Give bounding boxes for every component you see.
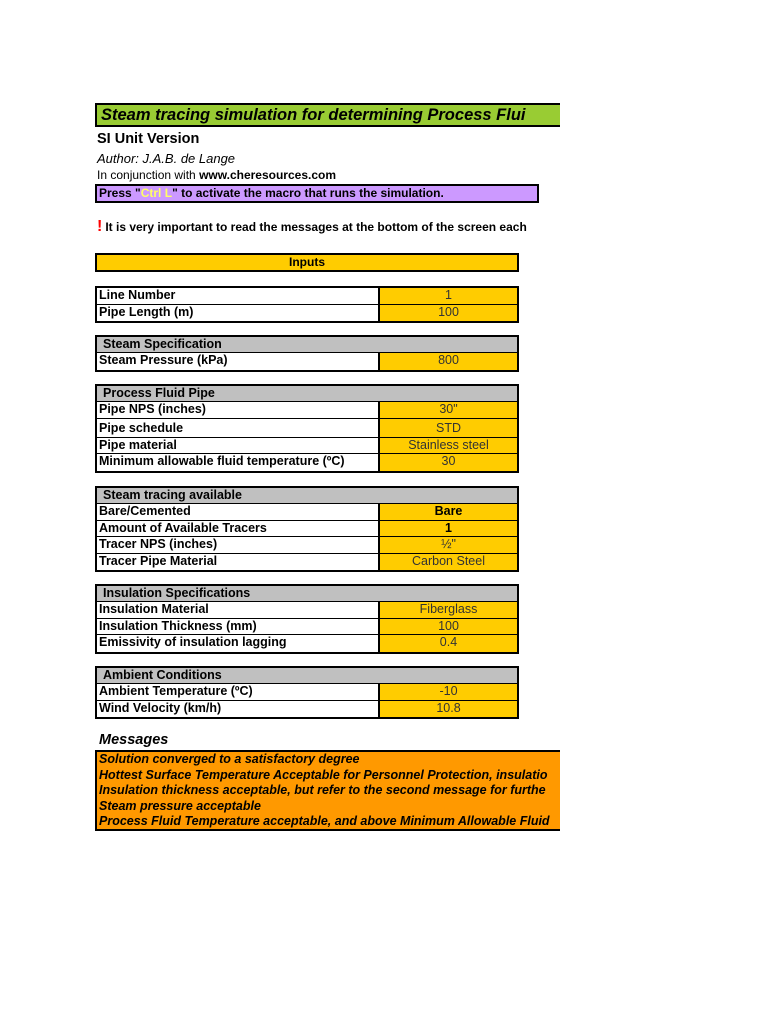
bare-cemented-row (97, 504, 517, 521)
line-number-input[interactable]: 1 (380, 288, 517, 304)
pipe-schedule-input[interactable]: STD (380, 419, 517, 437)
general-section (95, 286, 519, 323)
process-pipe-section (95, 384, 519, 473)
pipe-nps-input[interactable]: 30" (380, 402, 517, 418)
warning-line (97, 218, 527, 236)
message-line: Hottest Surface Temperature Acceptable for Personnel Protection, insulatio (99, 767, 548, 782)
ambient-temp-input[interactable]: -10 (380, 684, 517, 700)
tracer-material-label: Tracer Pipe Material (97, 554, 380, 571)
sheet-title: Steam tracing simulation for determining Process Flui (95, 103, 560, 127)
pipe-nps-label: Pipe NPS (inches) (97, 402, 380, 418)
tracer-nps-input[interactable]: ½" (380, 537, 517, 553)
macro-shortcut-key: Ctrl L (140, 186, 173, 200)
insulation-material-row (97, 602, 517, 619)
pipe-schedule-row (97, 419, 517, 438)
tracer-nps-row (97, 537, 517, 554)
macro-pre: Press " (99, 186, 141, 200)
macro-instruction (95, 184, 539, 203)
pipe-schedule-label: Pipe schedule (97, 419, 380, 437)
wind-velocity-input[interactable]: 10.8 (380, 701, 517, 718)
macro-post: " to activate the macro that runs the simulation. (172, 186, 444, 200)
process-pipe-header: Process Fluid Pipe (97, 386, 517, 402)
bare-cemented-input[interactable]: Bare (380, 504, 517, 520)
steam-section (95, 335, 519, 372)
conjunction-prefix: In conjunction with (97, 168, 200, 182)
pipe-material-label: Pipe material (97, 438, 380, 454)
min-fluid-temp-input[interactable]: 30 (380, 454, 517, 471)
pipe-length-row (97, 305, 517, 322)
steam-tracing-header: Steam tracing available (97, 488, 517, 504)
steam-tracing-section (95, 486, 519, 572)
cheresources-link[interactable]: www.cheresources.com (199, 168, 337, 182)
inputs-header: Inputs (95, 253, 519, 272)
insulation-thickness-row (97, 619, 517, 636)
insulation-thickness-label: Insulation Thickness (mm) (97, 619, 380, 635)
tracer-count-input[interactable]: 1 (380, 521, 517, 537)
wind-velocity-row (97, 701, 517, 718)
warning-text: It is very important to read the messages at the bottom of the screen each (105, 220, 527, 234)
insulation-header: Insulation Specifications (97, 586, 517, 602)
steam-pressure-label: Steam Pressure (kPa) (97, 353, 380, 370)
author-label: Author: J.A.B. de Lange (97, 151, 236, 166)
steam-pressure-input[interactable]: 800 (380, 353, 517, 370)
messages-title: Messages (99, 732, 169, 748)
min-fluid-temp-row (97, 454, 517, 471)
line-number-row (97, 288, 517, 305)
pipe-nps-row (97, 402, 517, 419)
ambient-section (95, 666, 519, 719)
message-line: Insulation thickness acceptable, but refer to the second message for furthe (99, 783, 546, 797)
min-fluid-temp-label: Minimum allowable fluid temperature (ºC) (97, 454, 380, 471)
emissivity-label: Emissivity of insulation lagging (97, 635, 380, 652)
conjunction-line (97, 168, 336, 182)
insulation-section (95, 584, 519, 654)
message-line: Steam pressure acceptable (99, 798, 261, 813)
insulation-thickness-input[interactable]: 100 (380, 619, 517, 635)
bare-cemented-label: Bare/Cemented (97, 504, 380, 520)
tracer-count-row (97, 521, 517, 538)
unit-version-label: SI Unit Version (97, 131, 200, 147)
pipe-length-input[interactable]: 100 (380, 305, 517, 322)
wind-velocity-label: Wind Velocity (km/h) (97, 701, 380, 718)
line-number-label: Line Number (97, 288, 380, 304)
tracer-material-input[interactable]: Carbon Steel (380, 554, 517, 571)
pipe-length-label: Pipe Length (m) (97, 305, 380, 322)
pipe-material-row (97, 438, 517, 455)
ambient-temp-label: Ambient Temperature (ºC) (97, 684, 380, 700)
warning-icon: ! (97, 218, 103, 235)
ambient-temp-row (97, 684, 517, 701)
steam-pressure-row (97, 353, 517, 370)
tracer-material-row (97, 554, 517, 571)
tracer-nps-label: Tracer NPS (inches) (97, 537, 380, 553)
ambient-header: Ambient Conditions (97, 668, 517, 684)
pipe-material-input[interactable]: Stainless steel (380, 438, 517, 454)
message-line: Solution converged to a satisfactory degree (99, 752, 360, 766)
insulation-material-label: Insulation Material (97, 602, 380, 618)
insulation-material-input[interactable]: Fiberglass (380, 602, 517, 618)
messages-panel (95, 750, 560, 831)
emissivity-input[interactable]: 0.4 (380, 635, 517, 652)
steam-section-header: Steam Specification (97, 337, 517, 353)
message-line: Process Fluid Temperature acceptable, and above Minimum Allowable Fluid (99, 814, 550, 828)
emissivity-row (97, 635, 517, 652)
tracer-count-label: Amount of Available Tracers (97, 521, 380, 537)
